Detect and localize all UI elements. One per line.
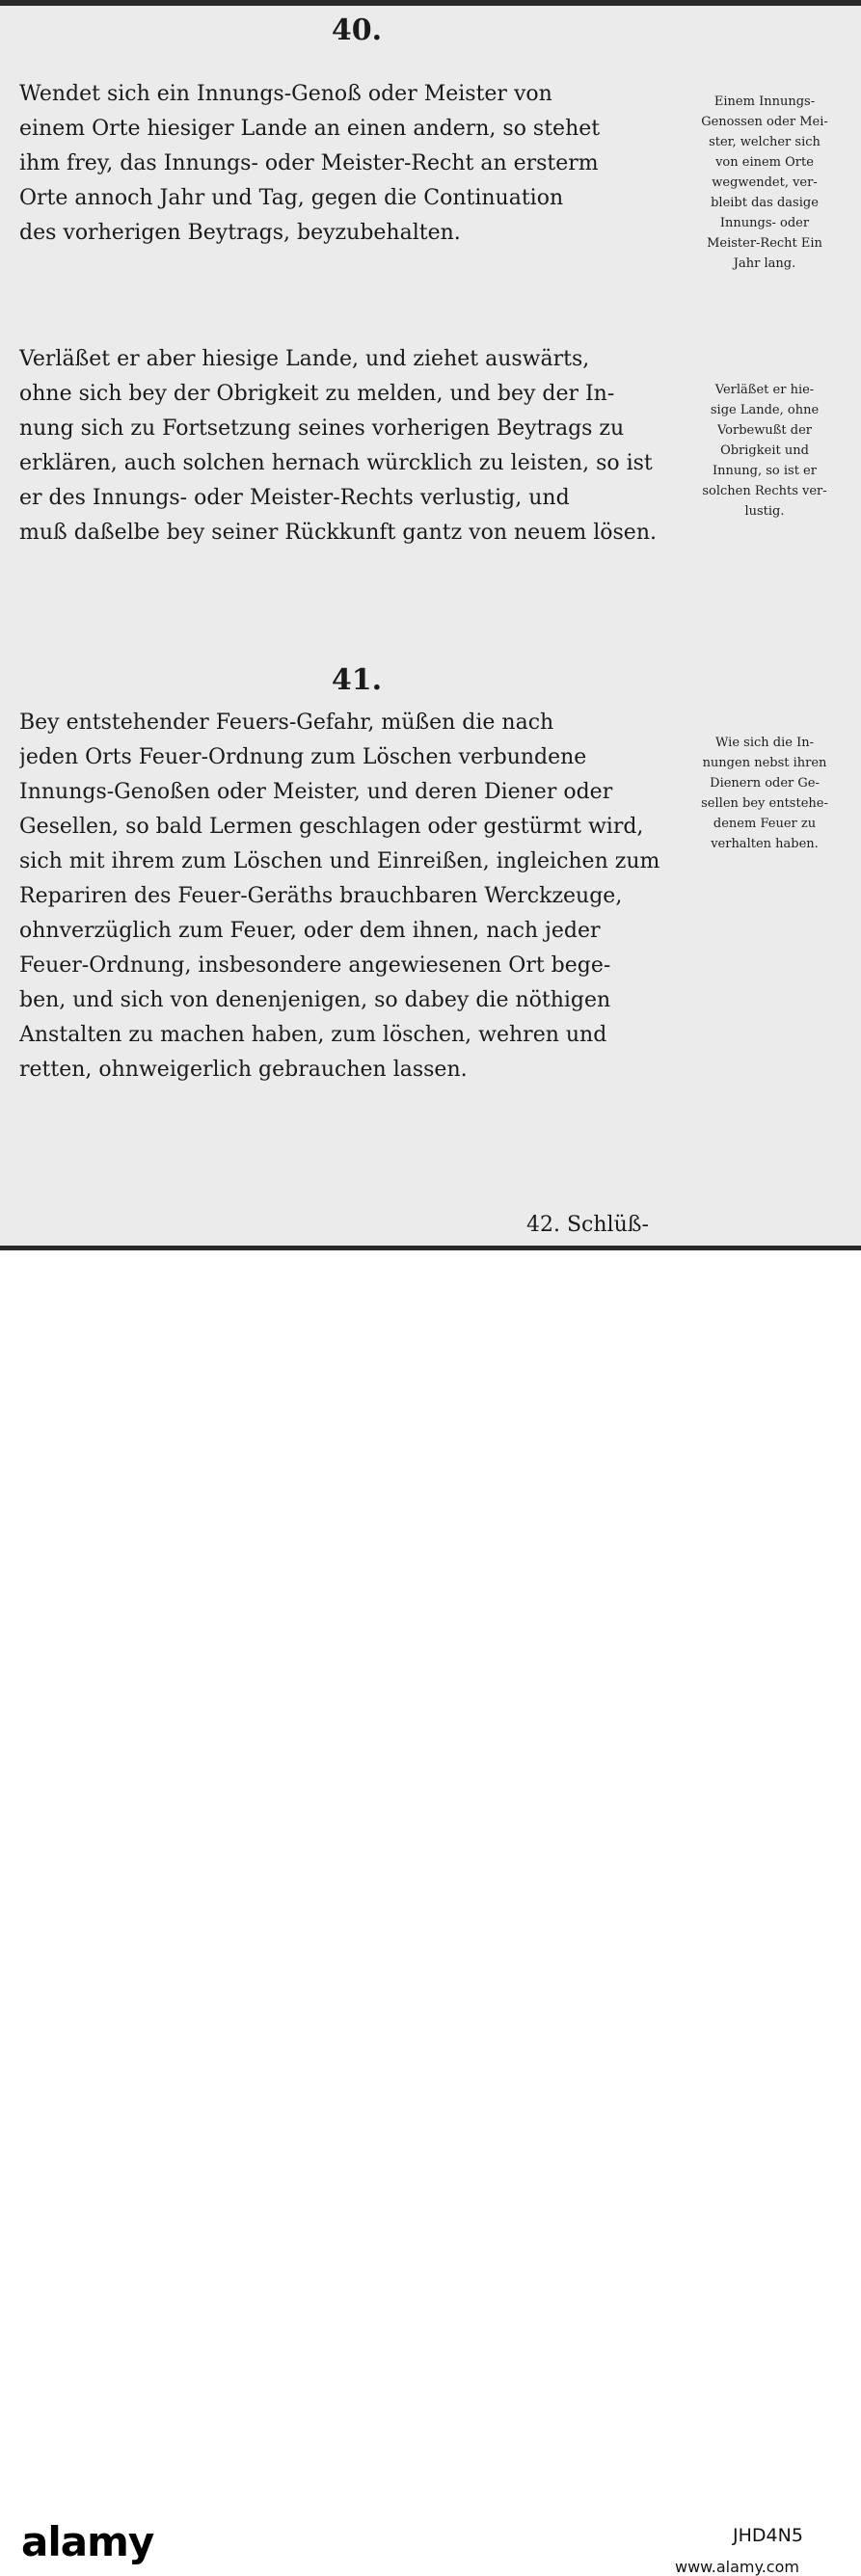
paragraph-40-1 xyxy=(19,77,670,251)
section-number-40: 40. xyxy=(331,13,383,47)
alamy-logo: alamy xyxy=(21,2518,154,2565)
image-id: JHD4N5 xyxy=(733,2525,803,2546)
note-line: Vorbewußt der xyxy=(716,423,813,438)
stock-footer xyxy=(0,1250,861,2576)
text-line: ohne sich bey der Obrigkeit zu melden, und bey der In- xyxy=(19,382,615,406)
paragraph-40-2 xyxy=(19,342,670,550)
note-line: Dienern oder Ge- xyxy=(710,776,820,791)
text-line: Verläßet er aber hiesige Lande, und ziehet auswärts, xyxy=(19,347,590,371)
text-line: er des Innungs- oder Meister-Rechts verlustig, und xyxy=(19,486,570,510)
margin-note-40-1 xyxy=(683,92,847,274)
margin-note-40-2 xyxy=(683,380,847,522)
note-line: bleibt das dasige xyxy=(711,196,819,210)
text-line: ben, und sich von denenjenigen, so dabey die nöthigen xyxy=(19,988,611,1012)
section-number-41: 41. xyxy=(331,663,383,697)
text-line: jeden Orts Feuer-Ordnung zum Löschen verbundene xyxy=(19,745,587,769)
text-line: ohnverzüglich zum Feuer, oder dem ihnen, nach jeder xyxy=(19,919,601,943)
note-line: Innungs- oder xyxy=(719,216,810,230)
site-url: www.alamy.com xyxy=(675,2558,799,2576)
text-line: ihm frey, das Innungs- oder Meister-Recht an ersterm xyxy=(19,151,599,175)
catchword: 42. Schlüß- xyxy=(526,1213,649,1237)
note-line: nungen nebst ihren xyxy=(702,756,827,770)
text-line: erklären, auch solchen hernach würcklich zu leisten, so ist xyxy=(19,451,653,475)
top-border xyxy=(0,0,861,6)
text-line: Bey entstehender Feuers-Gefahr, müßen die nach xyxy=(19,711,554,735)
note-line: wegwendet, ver- xyxy=(712,175,818,190)
paragraph-41 xyxy=(19,706,670,1087)
note-line: Innung, so ist er xyxy=(713,464,817,478)
note-line: ster, welcher sich xyxy=(709,135,821,149)
note-line: sellen bey entstehe- xyxy=(701,796,828,811)
text-line: Orte annoch Jahr und Tag, gegen die Continuation xyxy=(19,186,564,210)
text-line: des vorherigen Beytrags, beyzubehalten. xyxy=(19,221,461,245)
note-line: sige Lande, ohne xyxy=(710,403,820,417)
document-page xyxy=(0,0,861,1250)
text-line: Wendet sich ein Innungs-Genoß oder Meister von xyxy=(19,82,552,106)
text-line: Innungs-Genoßen oder Meister, und deren Diener oder xyxy=(19,780,613,804)
note-line: Jahr lang. xyxy=(733,256,796,271)
text-line: Gesellen, so bald Lermen geschlagen oder gestürmt wird, xyxy=(19,815,644,839)
text-line: Repariren des Feuer-Geräths brauchbaren Werckzeuge, xyxy=(19,884,623,908)
text-line: einem Orte hiesiger Lande an einen andern, so stehet xyxy=(19,117,601,141)
note-line: Obrigkeit und xyxy=(720,443,809,458)
note-line: Verläßet er hie- xyxy=(714,383,815,397)
text-line: sich mit ihrem zum Löschen und Einreißen, ingleichen zum xyxy=(19,849,660,873)
note-line: solchen Rechts ver- xyxy=(702,484,827,498)
text-line: Anstalten zu machen haben, zum löschen, wehren und xyxy=(19,1023,607,1047)
text-line: retten, ohnweigerlich gebrauchen lassen. xyxy=(19,1058,468,1082)
note-line: Genossen oder Mei- xyxy=(701,115,828,129)
note-line: denem Feuer zu xyxy=(713,817,817,831)
margin-note-41 xyxy=(683,733,847,854)
note-line: lustig. xyxy=(744,504,785,519)
text-line: nung sich zu Fortsetzung seines vorherigen Beytrags zu xyxy=(19,416,625,441)
note-line: verhalten haben. xyxy=(711,837,819,851)
note-line: Wie sich die In- xyxy=(715,736,814,750)
text-line: muß daßelbe bey seiner Rückkunft gantz von neuem lösen. xyxy=(19,521,657,545)
note-line: Meister-Recht Ein xyxy=(707,236,822,251)
note-line: Einem Innungs- xyxy=(713,94,816,109)
text-line: Feuer-Ordnung, insbesondere angewiesenen Ort bege- xyxy=(19,953,611,978)
note-line: von einem Orte xyxy=(715,155,814,170)
